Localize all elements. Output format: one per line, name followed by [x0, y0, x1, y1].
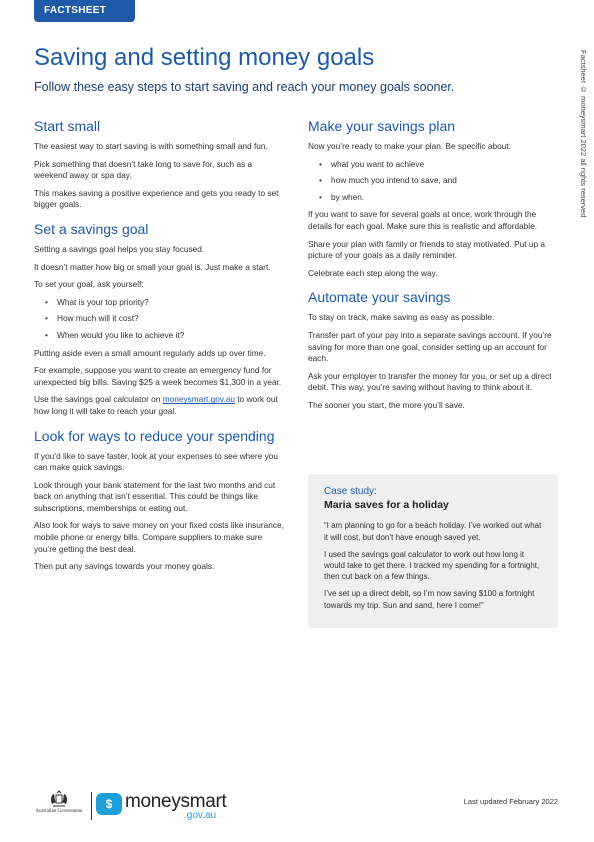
footer [34, 786, 558, 826]
moneysmart-speech-icon [96, 793, 122, 815]
moneysmart-logo [96, 792, 226, 822]
paragraph: To stay on track, make saving as easy as possible. [308, 312, 495, 323]
quote-paragraph: I used the savings goal calculator to work out how long it would take to get there. I tracked my spending for a fortnight, then cut back on a few things. [324, 549, 540, 582]
page-subtitle: Follow these easy steps to start saving and reach your money goals sooner. [34, 80, 455, 94]
paragraph: Putting aside even a small amount regularly adds up over time. [34, 347, 266, 358]
bullet-list [308, 159, 558, 204]
paragraph: If you’d like to save faster, look at your expenses to see where you can make quick savings. [34, 450, 278, 473]
moneysmart-link[interactable]: moneysmart.gov.au [162, 394, 235, 405]
case-study-label: Case study: [324, 486, 377, 497]
section-heading: Look for ways to reduce your spending [34, 427, 275, 444]
paragraph: It doesn’t matter how big or small your goal is. Just make a start. [34, 261, 271, 272]
quote-paragraph: I’ve set up a direct debit, so I’m now saving $100 a fortnight towards my trip. Sun and sand, here I come!” [324, 589, 535, 610]
paragraph: To set your goal, ask yourself: [34, 279, 144, 290]
paragraph: Ask your employer to transfer the money for you, or set up a direct debit. This way, you’re saving without having to think about it. [308, 370, 552, 393]
paragraph: Also look for ways to save money on your fixed costs like insurance, mobile phone or energy bills. Compare suppliers to make sure you’re getting the best deal. [34, 520, 284, 554]
factsheet-tag: FACTSHEET [34, 0, 135, 22]
section-heading: Make your savings plan [308, 118, 456, 134]
paragraph: The easiest way to start saving is with something small and fun. [34, 141, 268, 151]
quote-paragraph: “I am planning to go for a beach holiday. I’ve worked out what it will cost, but don’t have enough saved yet. [324, 521, 542, 542]
text-span: to work out how long it will take to reach your goal. [34, 394, 278, 416]
paragraph: Share your plan with family or friends to stay motivated. Put up a picture of your goals as a daily reminder. [308, 238, 546, 261]
paragraph: If you want to save for several goals at once, work through the details for each goal. Make sure this is realistic and affordable. [308, 209, 538, 231]
list-item: • What is your top priority? [57, 297, 284, 309]
coat-of-arms-icon [48, 790, 70, 808]
list-item: • by when. [331, 192, 558, 204]
dollar-icon: $ [105, 797, 113, 811]
page-title: Saving and setting money goals [34, 44, 375, 71]
list-item: • how much you intend to save, and [331, 175, 558, 187]
list-item: • When would you like to achieve it? [57, 330, 284, 342]
section-savings-goal [34, 221, 284, 418]
paragraph: Now you’re ready to make your plan. Be specific about: [308, 141, 511, 151]
section-heading: Set a savings goal [34, 220, 149, 237]
logo-divider [91, 792, 92, 820]
paragraph: This makes saving a positive experience and gets you ready to set bigger goals. [34, 187, 279, 210]
paragraph: Then put any savings towards your money goals. [34, 561, 215, 572]
logo-domain: .gov.au [184, 810, 217, 821]
section-reduce-spending [34, 428, 284, 573]
logo-name: moneysmart [125, 791, 227, 812]
gov-text: Australian Government [35, 809, 83, 814]
text-span: Use the savings goal calculator on [34, 394, 163, 405]
paragraph: Celebrate each step along the way. [308, 267, 438, 278]
section-automate [308, 289, 558, 411]
bullet-list [34, 297, 284, 342]
list-item: • what you want to achieve [331, 159, 558, 171]
paragraph: Pick something that doesn’t take long to save for, such as a weekend away or spa day. [34, 158, 253, 181]
paragraph [34, 394, 284, 417]
section-heading: Start small [34, 118, 101, 134]
section-savings-plan [308, 118, 558, 279]
copyright-side-text: Factsheet © moneysmart 2022 all rights reserved [579, 50, 588, 218]
paragraph: For example, suppose you want to create an emergency fund for unexpected big bills. Saving $25 a week becomes $1,300 in a year. [34, 365, 282, 387]
paragraph: Look through your bank statement for the last two months and cut back on anything that isn’t essential. This could be things like subscriptions, memberships or eating out. [34, 479, 276, 513]
paragraph: Setting a savings goal helps you stay focused. [34, 243, 205, 254]
paragraph: The sooner you start, the more you’ll save. [308, 399, 465, 410]
section-start-small [34, 118, 284, 211]
australian-government-logo [34, 790, 84, 814]
right-column [308, 118, 558, 422]
left-column [34, 118, 284, 583]
section-heading: Automate your savings [308, 289, 451, 306]
case-study-box [308, 474, 558, 628]
paragraph: Transfer part of your pay into a separate savings account. If you’re saving for more than one goal, consider setting up an account for each. [308, 329, 552, 364]
last-updated-text: Last updated February 2022 [463, 797, 558, 806]
case-study-title: Maria saves for a holiday [324, 499, 449, 512]
list-item: • How much will it cost? [57, 313, 284, 325]
